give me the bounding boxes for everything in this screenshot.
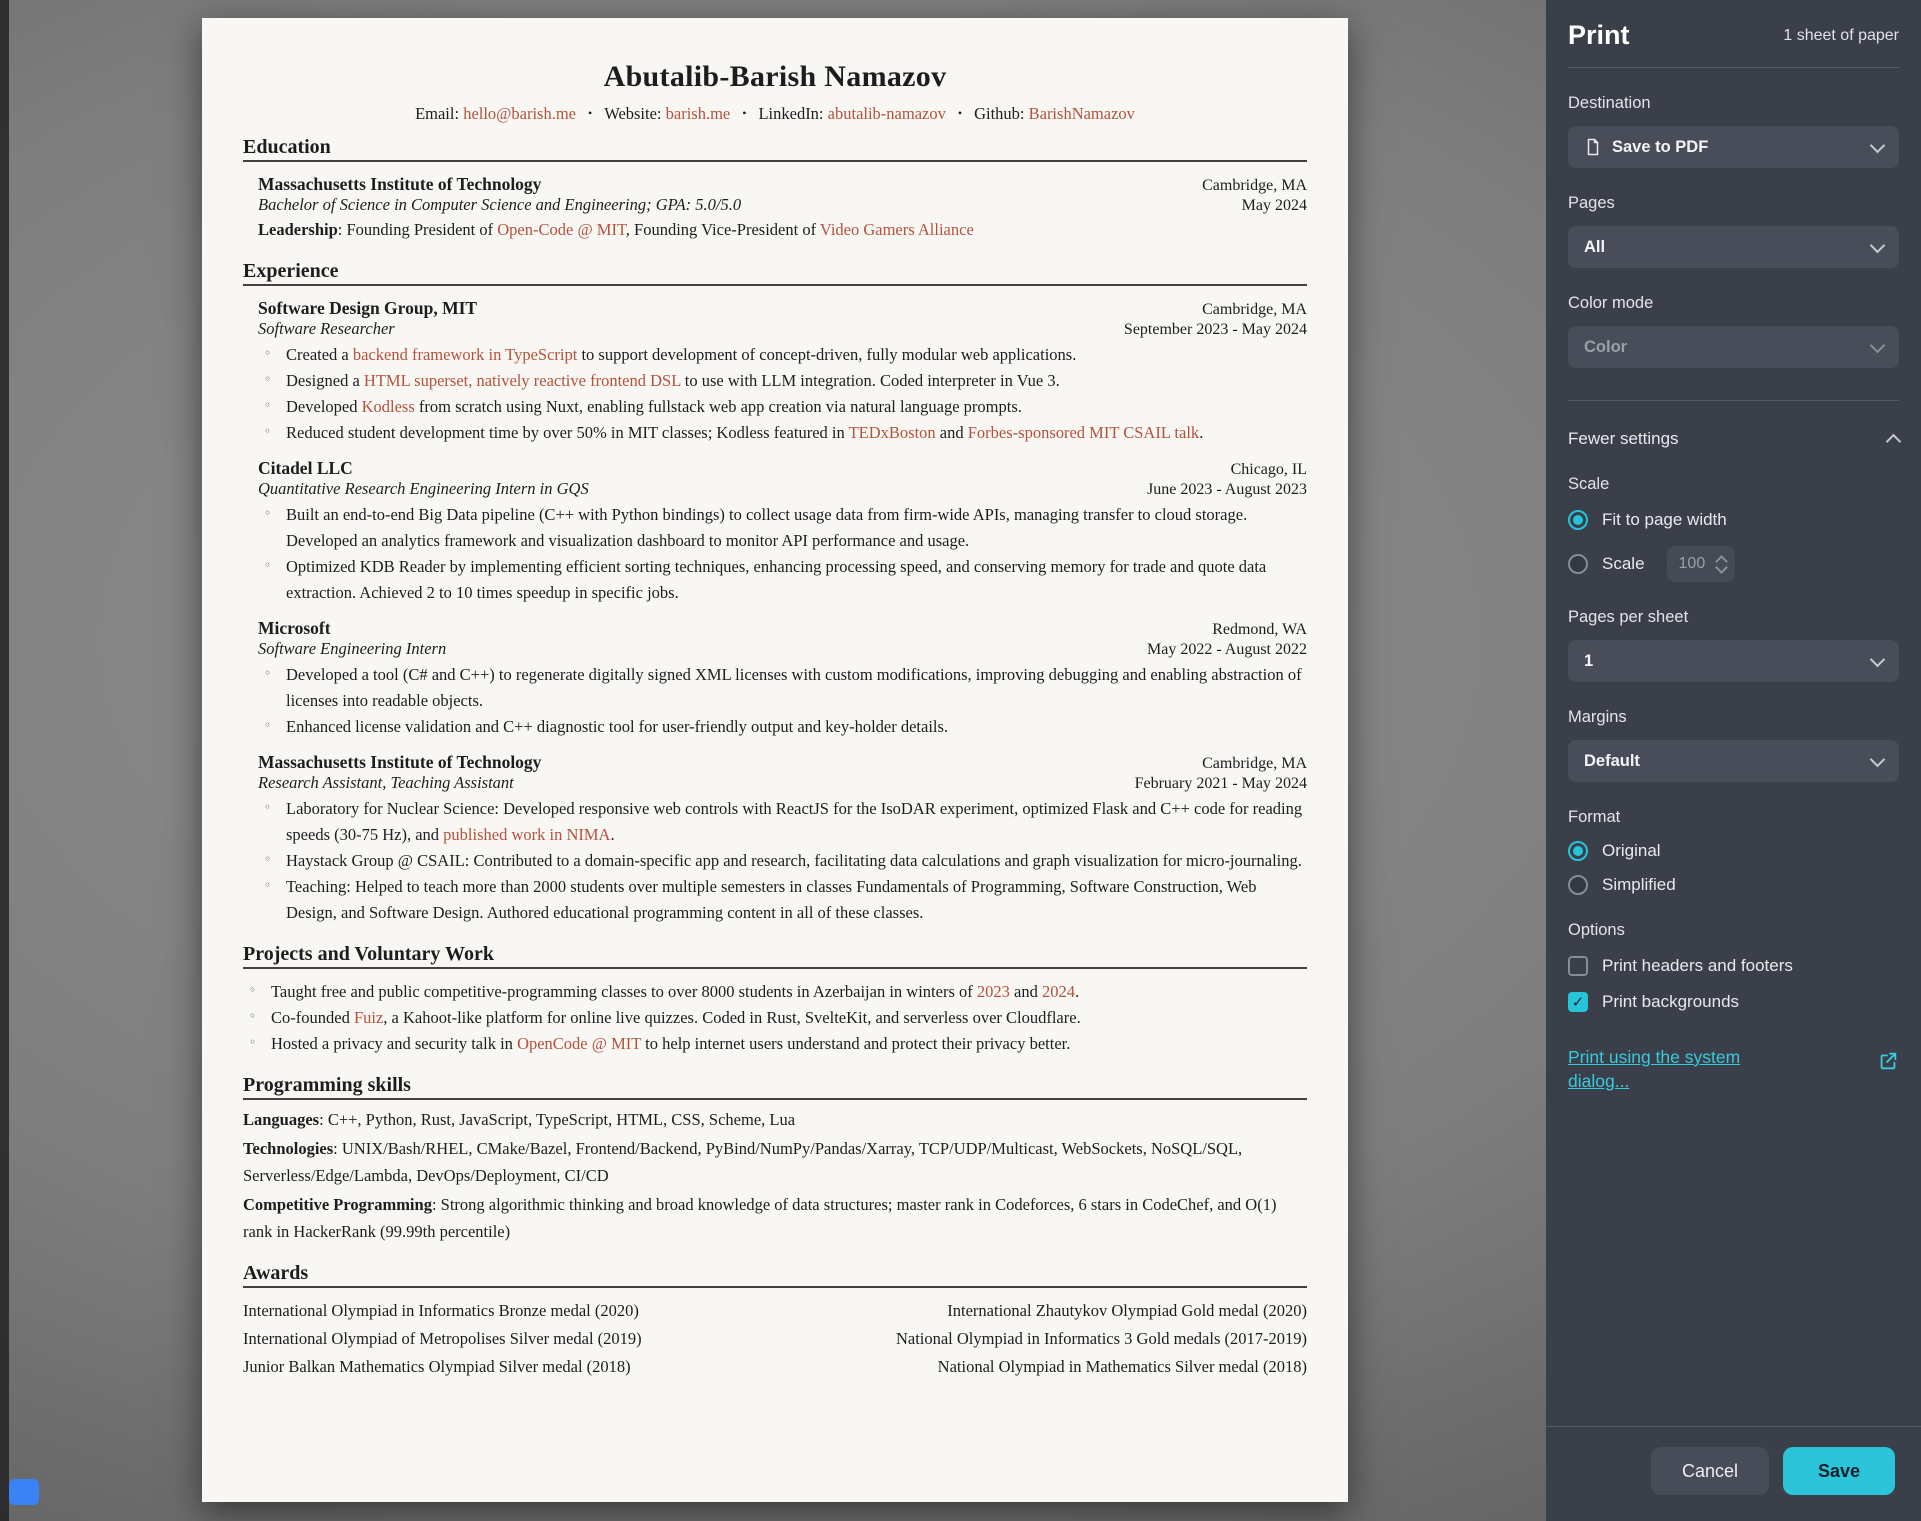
margins-dropdown[interactable] bbox=[1568, 740, 1899, 782]
awards-right-column bbox=[896, 1297, 1307, 1381]
resume-contact-line: Email: hello@barish.me • Website: barish.me • LinkedIn: abutalib-namazov • Github: BarishNamazov bbox=[415, 104, 1135, 123]
bullet-marker: ◦ bbox=[264, 852, 272, 866]
skills-line: Languages: C++, Python, Rust, JavaScript, TypeScript, HTML, CSS, Scheme, Lua bbox=[243, 1110, 796, 1129]
entry-role: Software Researcher bbox=[258, 319, 395, 338]
section-title-education: Education bbox=[243, 136, 1307, 162]
bullet-item: ◦ Enhanced license validation and C++ diagnostic tool for user-friendly output and key-holder details. bbox=[264, 714, 1307, 740]
entry-location: Cambridge, MA bbox=[1202, 755, 1307, 772]
checkbox-checked-icon[interactable]: ✓ bbox=[1568, 992, 1588, 1012]
award-item: International Olympiad in Informatics Bronze medal (2020) bbox=[243, 1301, 639, 1320]
bullet-marker: ◦ bbox=[264, 666, 272, 680]
pages-value: All bbox=[1584, 237, 1606, 256]
window-left-edge bbox=[0, 0, 9, 1521]
bullet-item: ◦ Co-founded Fuiz, a Kahoot-like platform for online live quizzes. Coded in Rust, SvelteKit, and serverless over Cloudflare. bbox=[249, 1005, 1307, 1031]
radio-selected-icon[interactable] bbox=[1568, 510, 1588, 530]
system-dialog-link[interactable]: Print using the system dialog... bbox=[1568, 1047, 1741, 1091]
bullet-item: ◦ Developed a tool (C# and C++) to regenerate digitally signed XML licenses with custom modifications, improving debugging and enabling abstraction of licenses into readable objects. bbox=[264, 662, 1307, 714]
radio-scale[interactable]: Scale 100 bbox=[1568, 546, 1899, 582]
section-title-experience: Experience bbox=[243, 260, 1307, 286]
award-item: National Olympiad in Informatics 3 Gold medals (2017-2019) bbox=[895, 1329, 1307, 1348]
pages-dropdown[interactable] bbox=[1568, 226, 1899, 268]
entry-dates: June 2023 - August 2023 bbox=[1147, 481, 1307, 498]
pages-per-sheet-dropdown[interactable] bbox=[1568, 640, 1899, 682]
skills-line: Technologies: UNIX/Bash/RHEL, CMake/Bazel, Frontend/Backend, PyBind/NumPy/Pandas/Xarray, TCP/UDP/Multicast, WebSockets, NoSQL/SQL, Serverless/Edge/Lambda, DevOps/Deployment, CI/CD bbox=[243, 1139, 1243, 1185]
color-mode-value: Color bbox=[1584, 337, 1628, 356]
experience-entry bbox=[258, 298, 1307, 446]
entry-role: Quantitative Research Engineering Intern in GQS bbox=[258, 479, 589, 498]
bullet-marker: ◦ bbox=[264, 506, 272, 520]
margins-label: Margins bbox=[1568, 708, 1627, 726]
entry-location: Redmond, WA bbox=[1212, 621, 1307, 638]
bullet-marker: ◦ bbox=[264, 878, 272, 892]
scale-label: Scale bbox=[1568, 475, 1610, 493]
bullet-item: ◦ Laboratory for Nuclear Science: Developed responsive web controls with ReactJS for the IsoDAR experiment, optimized Flask and C++ code for reading speeds (30-75 Hz), and published work in NIMA. bbox=[264, 796, 1307, 848]
bullet-marker: ◦ bbox=[264, 346, 272, 360]
experience-entry bbox=[258, 752, 1307, 926]
awards-left-column bbox=[243, 1297, 642, 1381]
cancel-button[interactable]: Cancel bbox=[1651, 1447, 1769, 1495]
award-item: International Olympiad of Metropolises Silver medal (2019) bbox=[243, 1329, 642, 1348]
entry-company: Citadel LLC bbox=[258, 458, 353, 478]
bullet-item: ◦ Created a backend framework in TypeScript to support development of concept-driven, fully modular web applications. bbox=[264, 342, 1307, 368]
fewer-settings-toggle[interactable] bbox=[1568, 429, 1899, 449]
print-settings-panel bbox=[1546, 0, 1921, 1521]
checkbox-print-headers-footers[interactable]: Print headers and footers bbox=[1568, 956, 1899, 976]
section-title-skills: Programming skills bbox=[243, 1074, 1307, 1100]
education-entry bbox=[258, 174, 1307, 215]
entry-dates: February 2021 - May 2024 bbox=[1134, 775, 1307, 792]
bullet-item: ◦ Haystack Group @ CSAIL: Contributed to a domain-specific app and research, facilitating data calculations and graph visualization for micro-journaling. bbox=[264, 848, 1307, 874]
checkbox-unchecked-icon[interactable] bbox=[1568, 956, 1588, 976]
radio-format-simplified[interactable]: Simplified bbox=[1568, 875, 1899, 895]
format-label: Format bbox=[1568, 808, 1621, 826]
award-item: National Olympiad in Mathematics Silver medal (2018) bbox=[937, 1357, 1307, 1376]
entry-role: Software Engineering Intern bbox=[258, 639, 447, 658]
chevron-down-icon bbox=[1870, 651, 1886, 667]
print-preview-page bbox=[202, 18, 1348, 1502]
bullet-item: ◦ Hosted a privacy and security talk in OpenCode @ MIT to help internet users understand and protect their privacy better. bbox=[249, 1031, 1307, 1057]
experience-entry bbox=[258, 618, 1307, 740]
pages-label: Pages bbox=[1568, 194, 1615, 212]
radio-unselected-icon[interactable] bbox=[1568, 554, 1588, 574]
bullet-marker: ◦ bbox=[249, 1009, 257, 1023]
bullet-item: ◦ Designed a HTML superset, natively reactive frontend DSL to use with LLM integration. Coded interpreter in Vue 3. bbox=[264, 368, 1307, 394]
bullet-item: ◦ Taught free and public competitive-programming classes to over 8000 students in Azerbaijan in winters of 2023 and 2024. bbox=[249, 979, 1307, 1005]
bullet-marker: ◦ bbox=[264, 800, 272, 814]
award-item: Junior Balkan Mathematics Olympiad Silver medal (2018) bbox=[243, 1357, 631, 1376]
destination-value: Save to PDF bbox=[1612, 137, 1709, 156]
chevron-down-icon bbox=[1870, 337, 1886, 353]
radio-unselected-icon[interactable] bbox=[1568, 875, 1588, 895]
resume-name: Abutalib-Barish Namazov bbox=[603, 60, 947, 93]
entry-company: Software Design Group, MIT bbox=[258, 298, 478, 318]
award-item: International Zhautykov Olympiad Gold medal (2020) bbox=[947, 1301, 1307, 1320]
color-mode-dropdown bbox=[1568, 326, 1899, 368]
background-page-fragment bbox=[9, 1479, 39, 1505]
chevron-down-icon bbox=[1870, 237, 1886, 253]
bullet-item: ◦ Optimized KDB Reader by implementing efficient sorting techniques, enhancing processing speed, and conserving memory for trade and quote data extraction. Achieved 2 to 10 times speedup in specific jobs. bbox=[264, 554, 1307, 606]
entry-location: Cambridge, MA bbox=[1202, 301, 1307, 318]
destination-label: Destination bbox=[1568, 94, 1651, 112]
checkbox-print-backgrounds[interactable]: ✓ Print backgrounds bbox=[1568, 992, 1899, 1012]
chevron-down-icon bbox=[1870, 137, 1886, 153]
bullet-marker: ◦ bbox=[264, 398, 272, 412]
bullet-marker: ◦ bbox=[249, 1035, 257, 1049]
education-location: Cambridge, MA bbox=[1202, 177, 1307, 194]
experience-entry bbox=[258, 458, 1307, 606]
file-icon bbox=[1584, 138, 1602, 156]
section-title-projects: Projects and Voluntary Work bbox=[243, 943, 1307, 969]
bullet-item: ◦ Built an end-to-end Big Data pipeline (C++ with Python bindings) to collect usage data from firm-wide APIs, managing transfer to cloud storage. Developed an analytics framework and visualization dashboard to monitor API performance and usage. bbox=[264, 502, 1307, 554]
options-label: Options bbox=[1568, 921, 1625, 939]
entry-company: Massachusetts Institute of Technology bbox=[258, 752, 542, 772]
bullet-marker: ◦ bbox=[264, 718, 272, 732]
entry-dates: May 2022 - August 2022 bbox=[1147, 641, 1307, 658]
color-mode-label: Color mode bbox=[1568, 294, 1654, 312]
scale-stepper[interactable] bbox=[1717, 557, 1726, 572]
section-divider bbox=[1568, 400, 1899, 401]
chevron-up-icon bbox=[1886, 433, 1902, 449]
entry-role: Research Assistant, Teaching Assistant bbox=[258, 773, 514, 792]
bullet-item: ◦ Teaching: Helped to teach more than 2000 students over multiple semesters in classes Fundamentals of Programming, Software Construction, Web Design, and Software Design. Authored educational programming content in all of these classes. bbox=[264, 874, 1307, 926]
bullet-item: ◦ Reduced student development time by over 50% in MIT classes; Kodless featured in TEDxBoston and Forbes-sponsored MIT CSAIL talk. bbox=[264, 420, 1307, 446]
pages-per-sheet-label: Pages per sheet bbox=[1568, 608, 1689, 626]
header-divider bbox=[1568, 67, 1899, 68]
margins-value: Default bbox=[1584, 751, 1640, 770]
skills-line: Competitive Programming: Strong algorithmic thinking and broad knowledge of data structures; master rank in Codeforces, 6 stars in CodeChef, and O(1) rank in HackerRank (99.99th percentile) bbox=[243, 1195, 1277, 1241]
fewer-settings-label: Fewer settings bbox=[1568, 429, 1679, 448]
panel-action-bar bbox=[1546, 1426, 1921, 1521]
bullet-item: ◦ Developed Kodless from scratch using Nuxt, enabling fullstack web app creation via natural language prompts. bbox=[264, 394, 1307, 420]
bullet-marker: ◦ bbox=[249, 983, 257, 997]
external-link-icon bbox=[1877, 1050, 1899, 1072]
scale-value[interactable]: 100 bbox=[1678, 555, 1706, 572]
bullet-marker: ◦ bbox=[264, 372, 272, 386]
section-title-awards: Awards bbox=[243, 1262, 1307, 1288]
bullet-marker: ◦ bbox=[264, 558, 272, 572]
entry-dates: September 2023 - May 2024 bbox=[1123, 321, 1307, 338]
bullet-marker: ◦ bbox=[264, 424, 272, 438]
save-button[interactable]: Save bbox=[1783, 1447, 1895, 1495]
education-degree: Bachelor of Science in Computer Science and Engineering; GPA: 5.0/5.0 bbox=[258, 195, 742, 214]
destination-dropdown[interactable] bbox=[1568, 126, 1899, 168]
radio-fit-to-page-width[interactable]: Fit to page width bbox=[1568, 510, 1899, 530]
pages-per-sheet-value: 1 bbox=[1584, 651, 1594, 670]
chevron-down-icon bbox=[1870, 751, 1886, 767]
entry-company: Microsoft bbox=[258, 618, 331, 638]
scale-input[interactable] bbox=[1667, 546, 1735, 582]
print-title: Print bbox=[1568, 20, 1630, 50]
education-school: Massachusetts Institute of Technology bbox=[258, 174, 542, 194]
radio-format-original[interactable]: Original bbox=[1568, 841, 1899, 861]
education-leadership-line: Leadership: Founding President of Open-Code @ MIT, Founding Vice-President of Video Gamers Alliance bbox=[258, 220, 974, 239]
sheet-count: 1 sheet of paper bbox=[1783, 26, 1899, 44]
entry-location: Chicago, IL bbox=[1230, 461, 1307, 478]
education-date: May 2024 bbox=[1241, 197, 1307, 214]
radio-selected-icon[interactable] bbox=[1568, 841, 1588, 861]
